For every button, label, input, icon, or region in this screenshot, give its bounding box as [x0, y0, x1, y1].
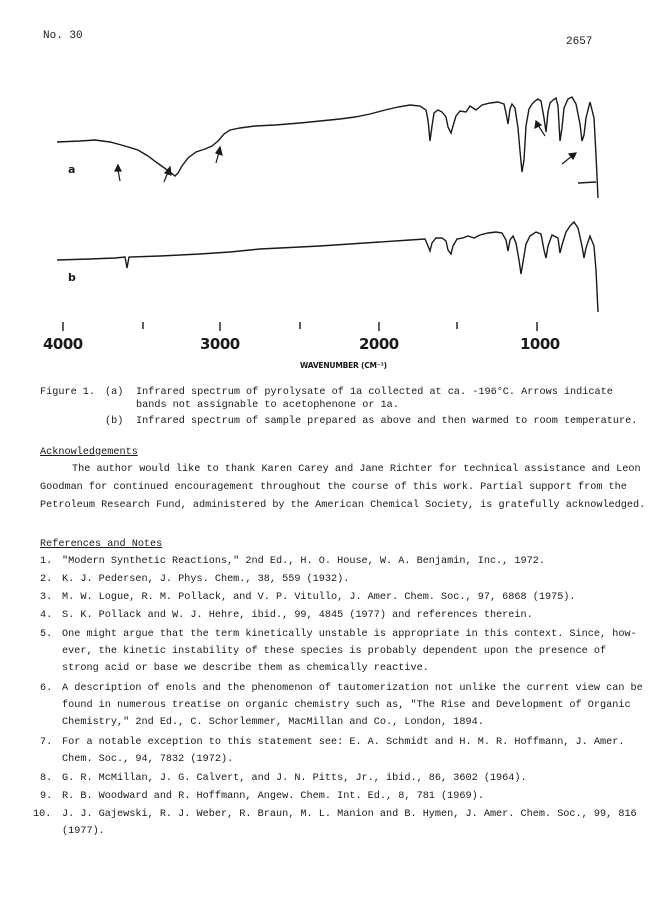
acknowledgements-heading: Acknowledgements [40, 447, 138, 458]
panel-label-b: b [68, 271, 76, 284]
tick-label-4000: 4000 [43, 335, 83, 353]
reference-line: M. W. Logue, R. M. Pollack, and V. P. Vitullo, J. Amer. Chem. Soc., 97, 6868 (1975). [62, 592, 576, 603]
reference-line: strong acid or base we describe them as chemically reactive. [62, 663, 429, 674]
caption-tag-b: (b) [105, 416, 124, 427]
reference-number: 4. [40, 610, 53, 621]
ir-spectrum-figure [0, 0, 672, 380]
tick-label-3000: 3000 [200, 335, 240, 353]
band-arrows [115, 121, 576, 182]
reference-line: K. J. Pedersen, J. Phys. Chem., 38, 559 (1932). [62, 574, 350, 585]
reference-number: 1. [40, 556, 53, 567]
tick-label-2000: 2000 [359, 335, 399, 353]
tick-label-1000: 1000 [520, 335, 560, 353]
caption-label: Figure 1. [40, 387, 96, 398]
reference-line: "Modern Synthetic Reactions," 2nd Ed., H. O. House, W. A. Benjamin, Inc., 1972. [62, 556, 545, 567]
reference-number: 5. [40, 629, 53, 640]
reference-line: Chem. Soc., 94, 7832 (1972). [62, 754, 234, 765]
reference-number: 3. [40, 592, 53, 603]
reference-number: 2. [40, 574, 53, 585]
reference-number: 10. [33, 809, 52, 820]
page-number: 2657 [566, 36, 593, 48]
caption-text-a-2: bands not assignable to acetophenone or 1a. [136, 400, 399, 411]
reference-number: 7. [40, 737, 53, 748]
reference-number: 6. [40, 683, 53, 694]
reference-line: J. J. Gajewski, R. J. Weber, R. Braun, M. L. Manion and B. Hymen, J. Amer. Chem. Soc., 99, 816 [62, 809, 637, 820]
reference-line: One might argue that the term kinetically unstable is appropriate in this context. Since, how- [62, 629, 637, 640]
x-axis-title: WAVENUMBER (CM⁻¹) [300, 361, 387, 370]
reference-line: (1977). [62, 826, 105, 837]
reference-line: S. K. Pollack and W. J. Hehre, ibid., 99, 4845 (1977) and references therein. [62, 610, 533, 621]
x-axis-ticks [63, 322, 537, 331]
journal-number: No. 30 [43, 30, 83, 42]
acknowledgements-line: Petroleum Research Fund, administered by the American Chemical Society, is gratefully acknowledged. [40, 500, 646, 511]
reference-line: Chemistry," 2nd Ed., C. Schorlemmer, MacMillan and Co., London, 1894. [62, 717, 484, 728]
reference-line: For a notable exception to this statement see: E. A. Schmidt and H. M. R. Hoffmann, J. Amer. [62, 737, 625, 748]
reference-line: ever, the kinetic instability of these species is probably dependent upon the presence of [62, 646, 607, 657]
reference-line: G. R. McMillan, J. G. Calvert, and J. N. Pitts, Jr., ibid., 86, 3602 (1964). [62, 773, 527, 784]
spectrum-b-trace [57, 222, 598, 312]
reference-line: found in numerous treatise on organic chemistry such as, "The Rise and Development of Organic [62, 700, 631, 711]
caption-text-b: Infrared spectrum of sample prepared as above and then warmed to room temperature. [136, 416, 638, 427]
reference-number: 9. [40, 791, 53, 802]
reference-line: A description of enols and the phenomenon of tautomerization not unlike the current view can be [62, 683, 643, 694]
acknowledgements-line: The author would like to thank Karen Carey and Jane Richter for technical assistance and Leon [72, 464, 641, 475]
figure-caption [40, 385, 660, 430]
spectrum-a-end-mark [578, 182, 596, 183]
reference-line: R. B. Woodward and R. Hoffmann, Angew. Chem. Int. Ed., 8, 781 (1969). [62, 791, 484, 802]
caption-text-a-1: Infrared spectrum of pyrolysate of 1a collected at ca. -196°C. Arrows indicate [136, 387, 613, 398]
acknowledgements-line: Goodman for continued encouragement throughout the course of this work. Partial support from the [40, 482, 627, 493]
acknowledgements-body [40, 462, 660, 516]
caption-tag-a: (a) [105, 387, 124, 398]
references-heading: References and Notes [40, 539, 163, 550]
panel-label-a: a [68, 163, 76, 176]
reference-number: 8. [40, 773, 53, 784]
spectrum-a-trace [57, 97, 598, 198]
